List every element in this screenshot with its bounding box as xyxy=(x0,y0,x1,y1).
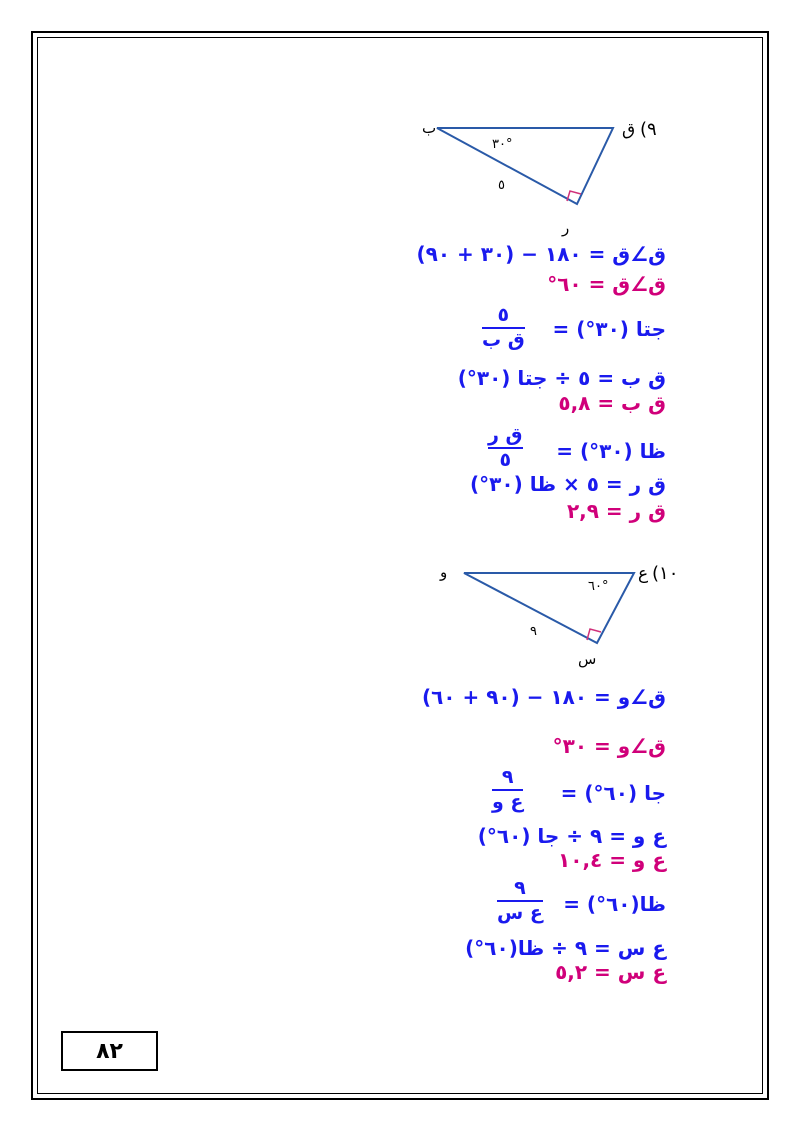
vertex-r-label: ر xyxy=(562,219,570,237)
p10-line-2: ق∠و = ٣٠° xyxy=(552,734,666,758)
p9-line-6: ظا (٣٠°) = xyxy=(556,439,666,463)
p10-line-1: ق∠و = ١٨٠ − (٩٠ + ٦٠) xyxy=(421,685,666,709)
p9-line-5: ق ب = ٥,٨ xyxy=(558,391,666,415)
page-number-box xyxy=(61,1031,158,1071)
triangle-10-figure xyxy=(400,552,690,672)
p9-fraction-1 xyxy=(482,305,525,351)
p9-line-8: ق ر = ٢,٩ xyxy=(566,499,666,523)
angle-30-label: ٣٠° xyxy=(492,137,513,152)
p10-line-5: ع و = ١٠,٤ xyxy=(558,848,666,872)
p9-line-3: جتا (٣٠°) = xyxy=(552,317,666,341)
p9-frac1-den: ق ب xyxy=(482,329,525,351)
p9-fraction-2 xyxy=(488,425,523,471)
p9-frac1-num: ٥ xyxy=(497,304,510,326)
vertex-a-label: ع xyxy=(638,564,649,584)
problem-10-number: (١٠ xyxy=(652,563,679,584)
p10-frac2-num: ٩ xyxy=(514,877,526,899)
p10-fraction-2 xyxy=(497,878,543,924)
angle-60-label: ٦٠° xyxy=(588,579,609,594)
side-5-label: ٥ xyxy=(498,178,505,193)
page-number: ٨٢ xyxy=(96,1038,123,1064)
vertex-b-label: ب xyxy=(422,119,437,137)
side-9-label: ٩ xyxy=(530,624,537,639)
vertex-q-label: ق xyxy=(622,120,636,140)
p9-line-4: ق ب = ٥ ÷ جتا (٣٠°) xyxy=(457,366,666,390)
p10-line-4: ع و = ٩ ÷ جا (٦٠°) xyxy=(477,824,666,848)
p9-line-1: ق∠ق = ١٨٠ − (٣٠ + ٩٠) xyxy=(416,242,666,266)
p10-line-6: ظا(٦٠°) = xyxy=(563,892,666,916)
vertex-w-label: و xyxy=(440,563,448,581)
p10-fraction-1 xyxy=(492,767,523,813)
p9-frac2-den: ٥ xyxy=(499,449,512,471)
p9-line-2: ق∠ق = ٦٠° xyxy=(547,272,666,296)
p10-line-7: ع س = ٩ ÷ ظا(٦٠°) xyxy=(465,936,666,960)
p10-line-3: جا (٦٠°) = xyxy=(560,781,666,805)
p9-line-7: ق ر = ٥ × ظا (٣٠°) xyxy=(470,472,666,496)
p10-frac1-num: ٩ xyxy=(501,766,514,788)
p10-frac2-den: ع س xyxy=(497,902,543,924)
p9-frac2-num: ق ر xyxy=(488,424,523,446)
p10-frac1-den: ع و xyxy=(492,791,524,813)
vertex-s-label: س xyxy=(578,650,597,668)
triangle-9-figure xyxy=(400,108,670,238)
problem-9-number: (٩ xyxy=(640,119,657,140)
p10-line-8: ع س = ٥,٢ xyxy=(555,960,666,984)
